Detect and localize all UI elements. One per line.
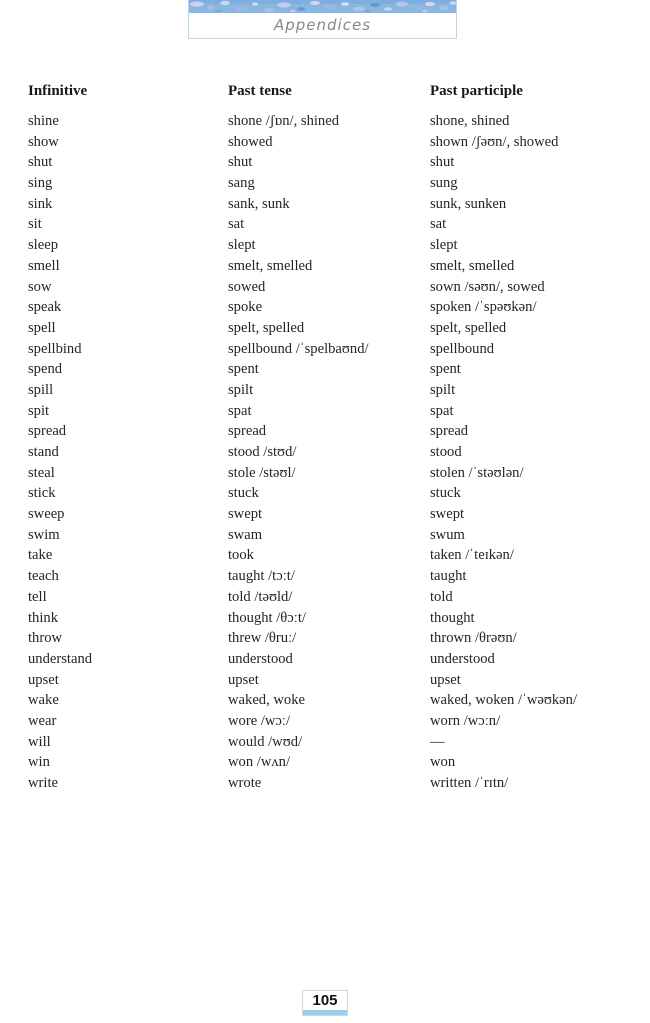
- past-tense-cell: smelt, smelled: [228, 257, 313, 274]
- past-participle-cell: sown /səʊn/, sowed: [430, 278, 545, 295]
- past-tense-cell: shut: [228, 154, 253, 171]
- past-participle-cell: spoken /ˈspəʊkən/: [430, 299, 537, 316]
- past-participle-cell: worn /wɔːn/: [430, 712, 501, 729]
- infinitive-cell: wake: [28, 692, 59, 709]
- past-tense-cell: took: [228, 547, 254, 564]
- infinitive-cell: write: [28, 775, 58, 791]
- past-tense-cell: sang: [228, 175, 255, 192]
- infinitive-cell: show: [28, 133, 59, 150]
- past-participle-cell: slept: [430, 237, 458, 254]
- infinitive-cell: spend: [28, 361, 63, 378]
- past-tense-cell: told /təʊld/: [228, 588, 293, 605]
- past-participle-cell: stolen /ˈstəʊlən/: [430, 464, 524, 481]
- past-participle-cell: spat: [430, 402, 454, 419]
- column-header-past-tense: Past tense: [228, 83, 292, 99]
- infinitive-cell: spread: [28, 423, 67, 440]
- past-tense-cell: wrote: [228, 775, 262, 791]
- past-tense-cell: wore /wɔː/: [228, 712, 291, 729]
- past-participle-cell: sat: [430, 216, 447, 233]
- past-participle-cell: told: [430, 588, 453, 605]
- page-number-strip: [303, 1010, 347, 1015]
- infinitive-cell: spit: [28, 402, 50, 419]
- past-tense-cell: spilt: [228, 381, 254, 398]
- past-participle-cell: shone, shined: [430, 113, 510, 129]
- past-tense-cell: won /wʌn/: [228, 754, 291, 771]
- past-participle-cell: shut: [430, 154, 455, 171]
- column-header-past-participle: Past participle: [430, 83, 523, 99]
- appendices-title: Appendices: [273, 16, 372, 34]
- past-tense-cell: waked, woke: [228, 692, 305, 709]
- past-tense-cell: upset: [228, 671, 259, 688]
- past-tense-cell: stuck: [228, 485, 259, 502]
- infinitive-cell: sing: [28, 175, 53, 192]
- past-participle-cell: thought: [430, 609, 475, 626]
- past-tense-cell: slept: [228, 237, 256, 254]
- verb-table: [28, 83, 632, 794]
- past-participle-cell: —: [430, 733, 445, 750]
- past-tense-cell: spoke: [228, 299, 263, 316]
- infinitive-cell: steal: [28, 464, 55, 481]
- infinitive-cell: take: [28, 547, 53, 564]
- past-tense-cell: taught /tɔːt/: [228, 568, 295, 585]
- past-tense-cell: understood: [228, 650, 293, 667]
- past-participle-cell: taken /ˈteɪkən/: [430, 547, 514, 564]
- verb-rows: [28, 111, 632, 794]
- past-tense-cell: sank, sunk: [228, 195, 290, 212]
- infinitive-cell: spill: [28, 381, 54, 398]
- infinitive-cell: teach: [28, 568, 59, 585]
- past-participle-cell: sunk, sunken: [430, 195, 507, 212]
- past-tense-cell: threw /θruː/: [228, 630, 297, 647]
- past-tense-cell: swept: [228, 506, 263, 523]
- page-number: 105: [312, 992, 338, 1009]
- past-tense-cell: spellbound /ˈspelbaʊnd/: [228, 340, 369, 357]
- infinitive-cell: understand: [28, 650, 93, 667]
- infinitive-cell: speak: [28, 299, 62, 316]
- infinitive-cell: throw: [28, 630, 63, 647]
- past-tense-cell: stole /stəʊl/: [228, 464, 296, 481]
- past-participle-cell: shown /ʃəʊn/, showed: [430, 133, 559, 150]
- past-participle-cell: understood: [430, 650, 495, 667]
- past-participle-cell: waked, woken /ˈwəʊkən/: [430, 692, 578, 709]
- infinitive-cell: will: [28, 733, 51, 750]
- past-participle-cell: spelt, spelled: [430, 319, 507, 336]
- past-tense-cell: stood /stʊd/: [228, 444, 297, 460]
- infinitive-cell: sink: [28, 195, 53, 212]
- infinitive-cell: wear: [28, 712, 57, 729]
- infinitive-cell: tell: [28, 588, 47, 605]
- past-tense-cell: sat: [228, 216, 245, 233]
- past-participle-cell: taught: [430, 568, 467, 585]
- past-participle-cell: thrown /θrəʊn/: [430, 630, 517, 647]
- past-tense-cell: spread: [228, 423, 267, 440]
- past-participle-cell: sung: [430, 175, 458, 192]
- infinitive-cell: swim: [28, 526, 60, 543]
- past-tense-cell: spelt, spelled: [228, 319, 305, 336]
- infinitive-cell: spell: [28, 319, 56, 336]
- infinitive-cell: upset: [28, 671, 59, 688]
- past-tense-cell: would /wʊd/: [228, 733, 303, 750]
- infinitive-cell: shut: [28, 154, 53, 171]
- past-participle-cell: spilt: [430, 381, 456, 398]
- past-participle-cell: swept: [430, 506, 465, 523]
- infinitive-cell: spellbind: [28, 340, 82, 357]
- past-participle-cell: smelt, smelled: [430, 257, 515, 274]
- past-tense-cell: spat: [228, 402, 252, 419]
- past-participle-cell: swum: [430, 526, 465, 543]
- infinitive-cell: sow: [28, 278, 52, 295]
- past-tense-cell: shone /ʃɒn/, shined: [228, 113, 339, 129]
- infinitive-cell: sit: [28, 216, 42, 233]
- infinitive-cell: think: [28, 609, 58, 626]
- past-tense-cell: spent: [228, 361, 259, 378]
- past-tense-cell: swam: [228, 526, 263, 543]
- past-participle-cell: stuck: [430, 485, 461, 502]
- past-tense-cell: sowed: [228, 278, 266, 295]
- water-droplets-image: [189, 0, 456, 13]
- past-participle-cell: stood: [430, 444, 462, 460]
- infinitive-cell: stand: [28, 444, 59, 460]
- infinitive-cell: stick: [28, 485, 56, 502]
- past-tense-cell: showed: [228, 133, 273, 150]
- past-tense-cell: thought /θɔːt/: [228, 609, 306, 626]
- infinitive-cell: shine: [28, 113, 59, 129]
- infinitive-cell: sleep: [28, 237, 58, 254]
- past-participle-cell: won: [430, 754, 456, 771]
- past-participle-cell: spellbound: [430, 340, 495, 357]
- past-participle-cell: spread: [430, 423, 469, 440]
- column-header-infinitive: Infinitive: [28, 83, 88, 99]
- infinitive-cell: sweep: [28, 506, 65, 523]
- appendices-header: [188, 0, 457, 39]
- page-number-box: [302, 990, 348, 1016]
- past-participle-cell: spent: [430, 361, 461, 378]
- infinitive-cell: win: [28, 754, 50, 771]
- past-participle-cell: written /ˈrɪtn/: [430, 775, 509, 791]
- verb-table-header-row: [28, 83, 632, 99]
- infinitive-cell: smell: [28, 257, 60, 274]
- past-participle-cell: upset: [430, 671, 461, 688]
